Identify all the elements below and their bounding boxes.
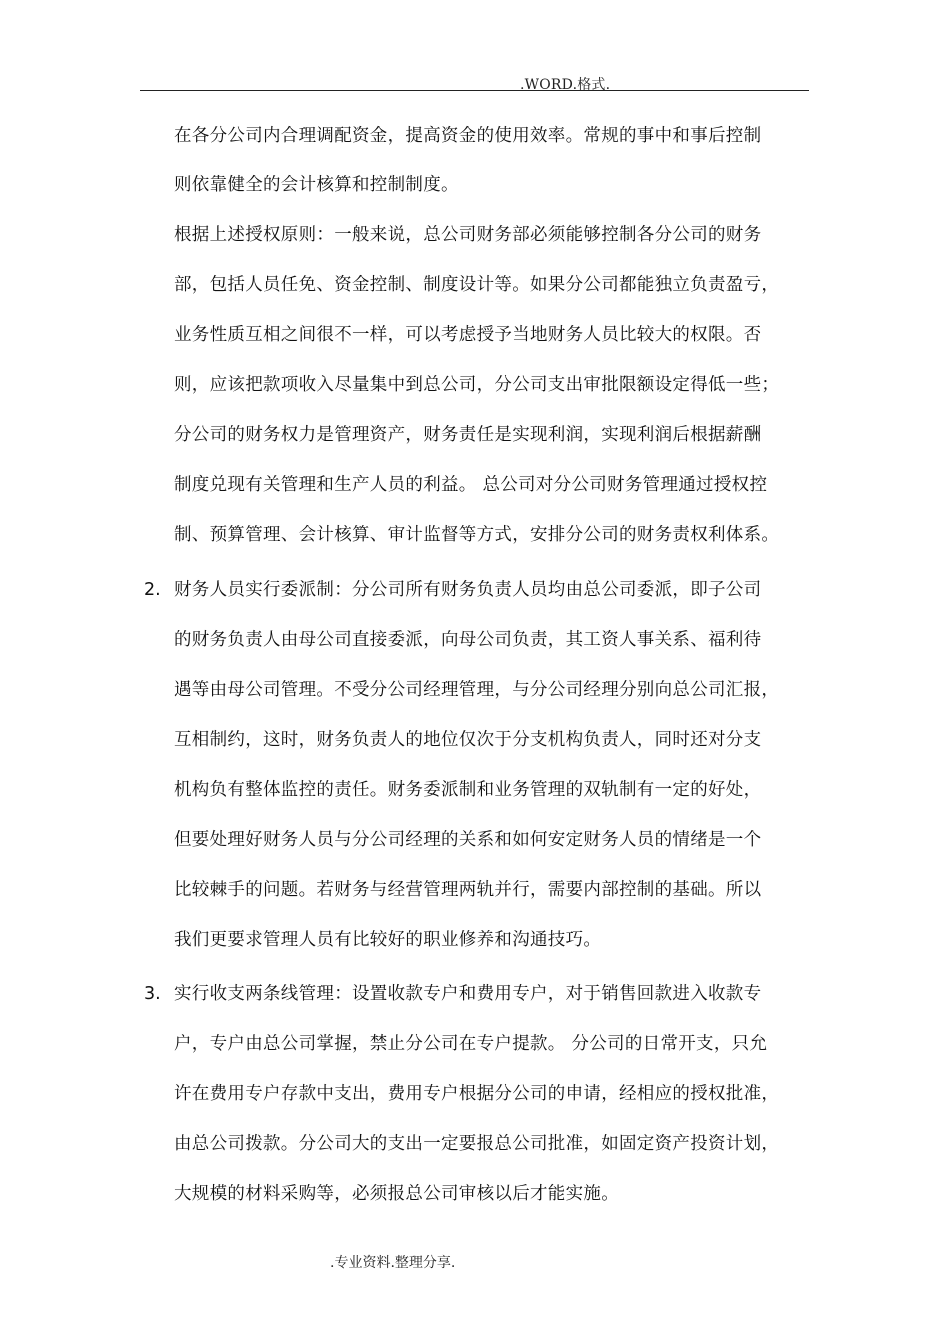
text-line: 我们更要求管理人员有比较好的职业修养和沟通技巧。 <box>174 930 602 950</box>
text-line: 许在费用专户存款中支出，费用专户根据分公司的申请，经相应的授权批准， <box>174 1084 780 1104</box>
text-line: 的财务负责人由母公司直接委派，向母公司负责，其工资人事关系、福利待 <box>174 630 762 650</box>
text-line: 则依靠健全的会计核算和控制制度。 <box>174 175 459 195</box>
text-line: 财务人员实行委派制：分公司所有财务负责人员均由总公司委派，即子公司 <box>174 580 762 600</box>
text-line: 大规模的材料采购等，必须报总公司审核以后才能实施。 <box>174 1184 619 1204</box>
text-line: 实行收支两条线管理：设置收款专户和费用专户，对于销售回款进入收款专 <box>174 984 762 1004</box>
text-line: 互相制约，这时，财务负责人的地位仅次于分支机构负责人，同时还对分支 <box>174 730 762 750</box>
text-line: 制度兑现有关管理和生产人员的利益。 总公司对分公司财务管理通过授权控 <box>174 475 768 495</box>
text-line: 分公司的财务权力是管理资产，财务责任是实现利润，实现利润后根据薪酬 <box>174 425 762 445</box>
text-line: 遇等由母公司管理。不受分公司经理管理，与分公司经理分别向总公司汇报， <box>174 680 780 700</box>
text-line: 部，包括人员任免、资金控制、制度设计等。如果分公司都能独立负责盈亏， <box>174 275 780 295</box>
text-line: 在各分公司内合理调配资金，提高资金的使用效率。常规的事中和事后控制 <box>174 126 762 146</box>
page-footer-label: .专业资料.整理分享. <box>330 1255 456 1271</box>
text-line: 户，专户由总公司掌握，禁止分公司在专户提款。 分公司的日常开支，只允 <box>174 1034 768 1054</box>
page-header-label: .WORD.格式. <box>520 77 611 93</box>
text-line: 根据上述授权原则：一般来说，总公司财务部必须能够控制各分公司的财务 <box>174 225 762 245</box>
header-divider <box>140 90 809 91</box>
list-marker: 2. <box>144 580 161 600</box>
text-line: 但要处理好财务人员与分公司经理的关系和如何安定财务人员的情绪是一个 <box>174 830 762 850</box>
text-line: 机构负有整体监控的责任。财务委派制和业务管理的双轨制有一定的好处， <box>174 780 762 800</box>
text-line: 制、预算管理、会计核算、审计监督等方式，安排分公司的财务责权利体系。 <box>174 525 780 545</box>
list-marker: 3. <box>144 984 161 1004</box>
text-line: 则，应该把款项收入尽量集中到总公司，分公司支出审批限额设定得低一些； <box>174 375 780 395</box>
text-line: 业务性质互相之间很不一样，可以考虑授予当地财务人员比较大的权限。否 <box>174 325 762 345</box>
text-line: 由总公司拨款。分公司大的支出一定要报总公司批准，如固定资产投资计划， <box>174 1134 780 1154</box>
text-line: 比较棘手的问题。若财务与经营管理两轨并行，需要内部控制的基础。所以 <box>174 880 762 900</box>
